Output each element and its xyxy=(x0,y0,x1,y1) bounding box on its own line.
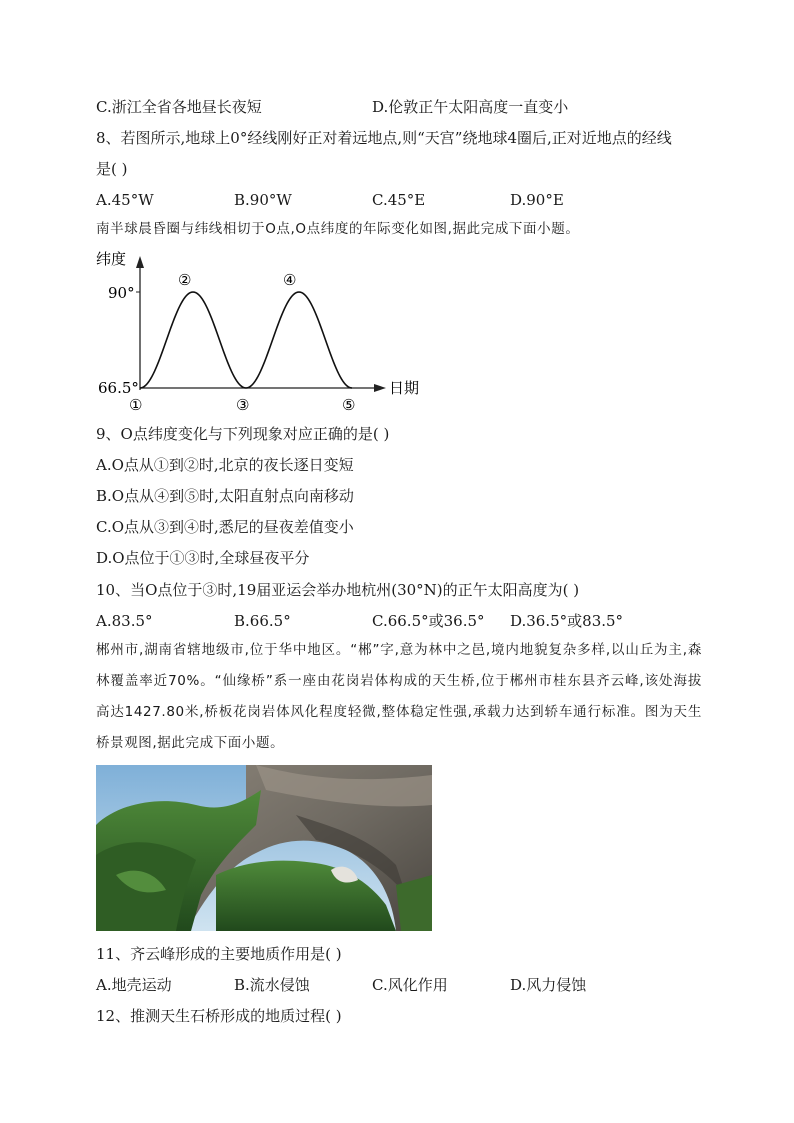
q7-option-c: C.浙江全省各地昼长夜短 xyxy=(96,98,262,116)
date-mark-5: ⑤ xyxy=(342,396,356,414)
q12-stem: 12、推测天生石桥形成的地质过程( ) xyxy=(96,1007,342,1025)
q11-option-d: D.风力侵蚀 xyxy=(510,976,587,994)
y-tick-label-90: 90° xyxy=(108,284,135,302)
q8-option-d: D.90°E xyxy=(510,191,564,209)
q10-option-b: B.66.5° xyxy=(234,612,291,630)
q10-option-c: C.66.5°或36.5° xyxy=(372,612,485,630)
q10-option-a: A.83.5° xyxy=(96,612,153,630)
q7-option-d: D.伦敦正午太阳高度一直变小 xyxy=(372,98,569,116)
date-mark-2: ② xyxy=(178,271,192,289)
intro-paragraph-1: 南半球晨昏圈与纬线相切于O点,O点纬度的年际变化如图,据此完成下面小题。 xyxy=(96,221,580,237)
q9-option-c: C.O点从③到④时,悉尼的昼夜差值变小 xyxy=(96,518,354,536)
latitude-curve xyxy=(140,292,352,388)
latitude-chart xyxy=(96,248,436,418)
q8-stem-line1: 8、若图所示,地球上0°经线刚好正对着远地点,则“天宫”绕地球4圈后,正对近地点的经线 xyxy=(96,129,672,147)
q9-option-a: A.O点从①到②时,北京的夜长逐日变短 xyxy=(96,456,354,474)
q8-option-b: B.90°W xyxy=(234,191,292,209)
q9-option-b: B.O点从④到⑤时,太阳直射点向南移动 xyxy=(96,487,354,505)
q8-option-a: A.45°W xyxy=(96,191,154,209)
natural-bridge-photo xyxy=(96,765,432,931)
q9-option-d: D.O点位于①③时,全球昼夜平分 xyxy=(96,549,310,567)
intro-paragraph-2: 郴州市,湖南省辖地级市,位于华中地区。“郴”字,意为林中之邑,境内地貌复杂多样,以山丘为主,森林覆盖率近70%。“仙缘桥”系一座由花岗岩体构成的天生桥,位于郴州市桂东县齐云峰,该处海拔高达1427.80米,桥板花岗岩体风化程度轻微,整体稳定性强,承载力达到轿车通行标准。图为天生桥景观图,据此完成下面小题。 xyxy=(96,642,702,751)
date-mark-4: ④ xyxy=(283,271,297,289)
y-axis-label: 纬度 xyxy=(96,250,127,268)
q11-stem: 11、齐云峰形成的主要地质作用是( ) xyxy=(96,945,342,963)
date-mark-1: ① xyxy=(129,396,143,414)
q10-stem: 10、当O点位于③时,19届亚运会举办地杭州(30°N)的正午太阳高度为( ) xyxy=(96,581,580,599)
q10-option-d: D.36.5°或83.5° xyxy=(510,612,624,630)
q11-option-c: C.风化作用 xyxy=(372,976,448,994)
y-tick-label-66: 66.5° xyxy=(98,379,139,397)
y-axis-arrow xyxy=(136,256,144,268)
date-mark-3: ③ xyxy=(236,396,250,414)
q11-option-b: B.流水侵蚀 xyxy=(234,976,310,994)
x-axis-arrow xyxy=(374,384,386,392)
q9-stem: 9、O点纬度变化与下列现象对应正确的是( ) xyxy=(96,425,390,443)
x-axis-label: 日期 xyxy=(389,379,420,397)
q8-option-c: C.45°E xyxy=(372,191,426,209)
q11-option-a: A.地壳运动 xyxy=(96,976,172,994)
q8-stem-line2: 是( ) xyxy=(96,160,128,178)
